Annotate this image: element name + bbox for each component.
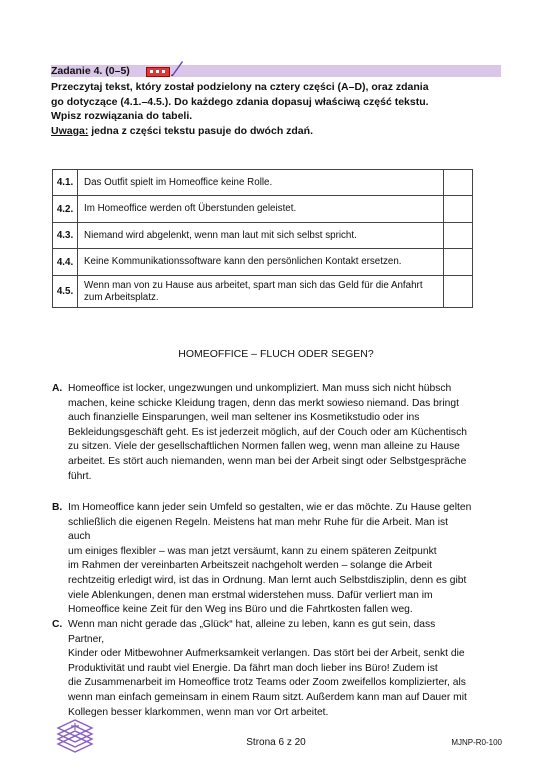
text-line: Kinder oder Mitbewohner Aufmerksamkeit verlangen. Das stört bei der Arbeit, senkt die — [68, 648, 465, 660]
instruction-line: Wpisz rozwiązania do tabeli. — [51, 110, 193, 122]
text-section-b — [52, 501, 472, 618]
text-line: rechtzeitig erledigt wird, ist das in Ordnung. Man lernt auch Selbstdisziplin, denn es gibt — [68, 574, 467, 586]
text-line: die Zusammenarbeit im Homeoffice trotz Teams oder Zoom zweifellos komplizierter, als — [68, 677, 466, 689]
text-section-a — [52, 382, 472, 484]
table-row — [53, 170, 473, 196]
instruction-line: go dotyczące (4.1.–4.5.). Do każdego zdania dopasuj właściwą część tekstu. — [51, 95, 429, 108]
score-icon — [146, 67, 170, 77]
uwaga-text: jedna z części tekstu pasuje do dwóch zdań. — [88, 124, 313, 137]
text-line: machen, keine schicke Kleidung tragen, denn das merkt sowieso niemand. Das bringt — [68, 397, 459, 409]
table-row — [53, 276, 473, 308]
text-title: HOMEOFFICE – FLUCH ODER SEGEN? — [178, 348, 374, 360]
cke-logo-icon — [54, 714, 96, 754]
answer-cell[interactable] — [444, 276, 473, 308]
item-text: Niemand wird abgelenkt, wenn man laut mit sich selbst spricht. — [78, 223, 444, 249]
answer-table — [52, 169, 473, 308]
item-number: 4.5. — [53, 276, 78, 308]
text-line: Wenn man nicht gerade das „Glück“ hat, alleine zu leben, kann es gut sein, dass Partner, — [68, 619, 436, 645]
item-text: Keine Kommunikationssoftware kann den persönlichen Kontakt ersetzen. — [78, 249, 444, 276]
table-row — [53, 196, 473, 223]
section-body — [68, 618, 472, 720]
section-letter: A. — [52, 383, 63, 394]
exam-code: MJNP-R0-100 — [451, 738, 502, 747]
text-line: wenn man einfach gemeinsam in einem Raum sitzt. Außerdem kann man auf Dauer mit — [68, 691, 467, 703]
text-line: Kollegen besser klarkommen, wenn man vor Ort arbeitet. — [68, 706, 329, 718]
section-body — [68, 501, 472, 618]
table-row — [53, 223, 473, 249]
answer-cell[interactable] — [444, 249, 473, 276]
text-line: viele Ablenkungen, denen man erstmal widerstehen muss. Dafür verliert man im — [68, 589, 433, 601]
answer-cell[interactable] — [444, 170, 473, 196]
item-number: 4.3. — [53, 223, 78, 249]
item-text: Wenn man von zu Hause aus arbeitet, spart man sich das Geld für die Anfahrt zum Arbeitsplatz. — [78, 276, 444, 308]
task-title: Zadanie 4. (0–5) — [51, 65, 130, 77]
item-text: Im Homeoffice werden oft Überstunden geleistet. — [78, 196, 444, 223]
uwaga-label: Uwaga: — [51, 124, 89, 137]
text-line: schließlich die eigenen Regeln. Meistens hat man mehr Ruhe für die Arbeit. Man ist auch — [68, 516, 449, 543]
item-number: 4.2. — [53, 196, 78, 223]
task-header — [51, 65, 501, 77]
text-line: Bekleidungsgeschäft geht. Es ist jederzeit möglich, auf der Couch oder am Küchentisch — [68, 426, 467, 438]
pen-icon — [170, 59, 184, 77]
section-body — [68, 382, 472, 484]
text-line: zu sitzen. Viele der gesellschaftlichen Normen fallen weg, wenn man alleine zu Hause — [68, 441, 460, 453]
item-text: Das Outfit spielt im Homeoffice keine Rolle. — [78, 170, 444, 196]
item-number: 4.4. — [53, 249, 78, 276]
answer-cell[interactable] — [444, 196, 473, 223]
text-line: im Rahmen der vereinbarten Arbeitszeit nachgeholt werden – solange die Arbeit — [68, 560, 433, 572]
text-line: arbeitet. Es stört auch niemanden, wenn man bei der Arbeit singt oder Selbstgespräche — [68, 455, 467, 467]
text-line: Homeoffice ist locker, ungezwungen und unkompliziert. Man muss sich nicht hübsch — [68, 383, 452, 394]
table-row — [53, 249, 473, 276]
answer-cell[interactable] — [444, 223, 473, 249]
text-line: auch finanzielle Einsparungen, weil man seltener ins Kosmetikstudio oder ins — [68, 412, 420, 424]
item-number: 4.1. — [53, 170, 78, 196]
section-letter: C. — [52, 619, 63, 630]
text-line: führt. — [68, 470, 92, 482]
page-number: Strona 6 z 20 — [246, 737, 306, 748]
instruction-line: Przeczytaj tekst, który został podzielony na cztery części (A–D), oraz zdania — [51, 81, 429, 93]
uwaga-note — [51, 124, 501, 139]
section-letter: B. — [52, 502, 63, 513]
text-line: um einiges flexibler – was man jetzt versäumt, kann zu einem späteren Zeitpunkt — [68, 545, 437, 557]
text-line: Homeoffice keine Zeit für den Weg ins Büro und die Fahrtkosten fallen weg. — [68, 604, 413, 616]
task-instruction — [51, 80, 501, 138]
text-section-c — [52, 618, 472, 720]
text-line: Im Homeoffice kann jeder sein Umfeld so gestalten, wie er das möchte. Zu Hause gelten — [68, 502, 472, 513]
text-line: Produktivität und raubt viel Energie. Da fährt man doch lieber ins Büro! Zudem ist — [68, 662, 438, 674]
